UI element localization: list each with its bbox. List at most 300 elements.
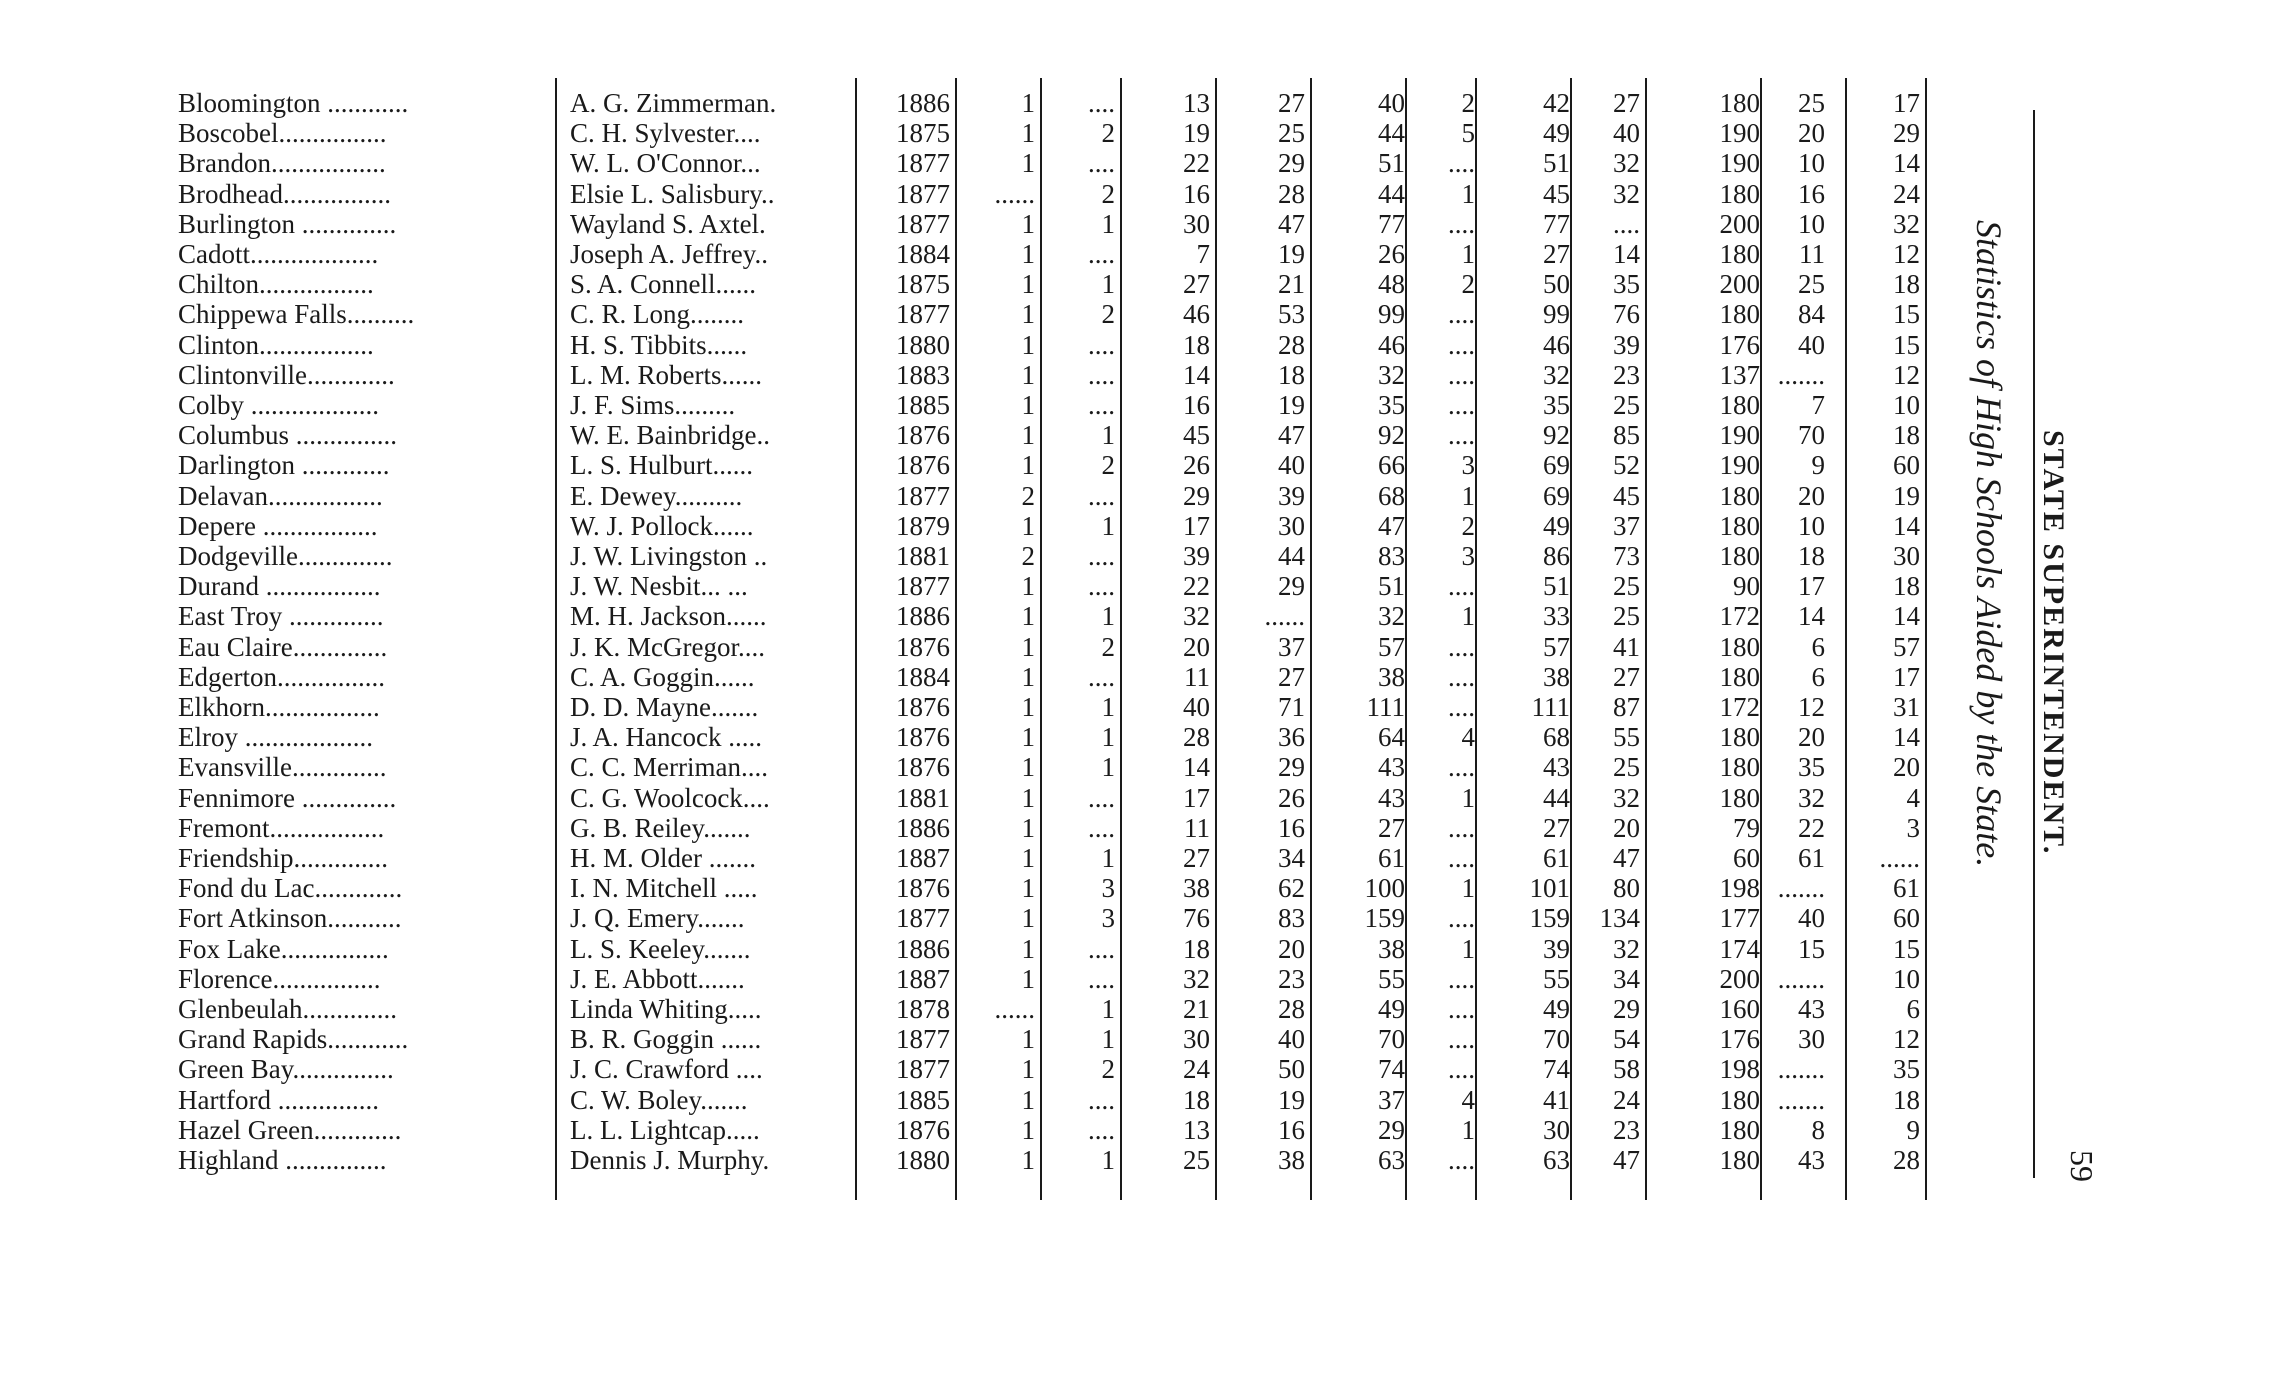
value-cell: 61 (1543, 843, 1570, 873)
value-cell: 1876 (896, 420, 950, 451)
value-cell: 180 (1719, 722, 1760, 753)
value-cell: 1881 (896, 782, 950, 813)
value-cell: 48 (1378, 269, 1405, 300)
principal-name: C. A. Goggin...... (570, 661, 755, 692)
value-cell: 1886 (896, 601, 950, 632)
value-cell: 3 (1461, 450, 1475, 481)
table-title: Statistics of High Schools Aided by the State. (1969, 220, 2009, 868)
value-cell: 1 (1461, 1114, 1475, 1145)
value-cell: 100 (1364, 873, 1405, 904)
value-cell: .... (1448, 994, 1475, 1024)
value-cell: 190 (1719, 148, 1760, 179)
value-cell: 92 (1543, 420, 1570, 451)
table-row (0, 118, 2291, 148)
value-cell: 180 (1719, 661, 1760, 692)
value-cell: 30 (1183, 1024, 1210, 1055)
town-name: Fremont................. (178, 812, 385, 843)
value-cell: 12 (1893, 1024, 1920, 1055)
value-cell: 35 (1798, 752, 1825, 783)
value-cell: 17 (1183, 510, 1210, 541)
value-cell: 13 (1183, 1114, 1210, 1145)
column-rule (555, 78, 557, 1200)
principal-name: J. C. Crawford .... (570, 1054, 763, 1085)
value-cell: 10 (1798, 148, 1825, 179)
column-rule (1925, 78, 1927, 1200)
value-cell: 49 (1378, 994, 1405, 1024)
column-rule (1570, 78, 1572, 1200)
value-cell: 1 (1021, 239, 1035, 269)
value-cell: 23 (1613, 359, 1640, 390)
table-row (0, 239, 2291, 269)
value-cell: 1 (1461, 933, 1475, 964)
value-cell: 7 (1811, 390, 1825, 420)
value-cell: 2 (1021, 480, 1035, 511)
principal-name: I. N. Mitchell ..... (570, 873, 758, 904)
value-cell: 1 (1101, 510, 1115, 541)
value-cell: 1 (1021, 782, 1035, 813)
title-rule (2033, 110, 2035, 1178)
value-cell: 1 (1021, 1024, 1035, 1055)
value-cell: 6 (1811, 661, 1825, 692)
table-row (0, 601, 2291, 631)
value-cell: 1 (1101, 994, 1115, 1024)
value-cell: 79 (1733, 812, 1760, 843)
principal-name: C. G. Woolcock.... (570, 782, 770, 813)
value-cell: 1 (1021, 390, 1035, 420)
value-cell: 1 (1021, 148, 1035, 179)
value-cell: .... (1088, 239, 1115, 269)
value-cell: 99 (1378, 299, 1405, 330)
value-cell: 26 (1183, 450, 1210, 481)
value-cell: 70 (1543, 1024, 1570, 1055)
value-cell: 180 (1719, 752, 1760, 783)
value-cell: .... (1088, 782, 1115, 813)
value-cell: 1 (1021, 1145, 1035, 1175)
value-cell: 28 (1278, 994, 1305, 1024)
principal-name: J. A. Hancock ..... (570, 722, 762, 753)
value-cell: 32 (1183, 601, 1210, 632)
value-cell: 43 (1798, 1145, 1825, 1175)
column-rule (855, 78, 857, 1200)
value-cell: 26 (1378, 239, 1405, 269)
town-name: Eau Claire.............. (178, 631, 388, 662)
value-cell: 27 (1543, 812, 1570, 843)
value-cell: 46 (1543, 329, 1570, 360)
value-cell: 20 (1893, 752, 1920, 783)
value-cell: 2 (1101, 178, 1115, 209)
value-cell: 27 (1278, 88, 1305, 118)
value-cell: 15 (1893, 329, 1920, 360)
town-name: East Troy .............. (178, 601, 384, 632)
value-cell: 68 (1543, 722, 1570, 753)
value-cell: 43 (1378, 752, 1405, 783)
value-cell: 1 (1461, 782, 1475, 813)
value-cell: 180 (1719, 782, 1760, 813)
value-cell: 2 (1021, 541, 1035, 571)
value-cell: 1 (1021, 692, 1035, 722)
principal-name: J. E. Abbott....... (570, 963, 745, 994)
value-cell: 180 (1719, 631, 1760, 662)
value-cell: 14 (1613, 239, 1640, 269)
value-cell: 69 (1543, 480, 1570, 511)
town-name: Hartford ............... (178, 1084, 379, 1115)
value-cell: 1 (1021, 269, 1035, 300)
value-cell: .... (1448, 812, 1475, 843)
table-row (0, 269, 2291, 299)
value-cell: .... (1088, 148, 1115, 179)
value-cell: 1 (1461, 601, 1475, 632)
town-name: Clinton................. (178, 329, 374, 360)
value-cell: 29 (1278, 752, 1305, 783)
table-row (0, 179, 2291, 209)
value-cell: 19 (1278, 390, 1305, 420)
value-cell: 1886 (896, 812, 950, 843)
value-cell: 27 (1278, 661, 1305, 692)
value-cell: 84 (1798, 299, 1825, 330)
value-cell: 16 (1278, 1114, 1305, 1145)
value-cell: 1887 (896, 843, 950, 873)
value-cell: 16 (1278, 812, 1305, 843)
value-cell: 1 (1021, 88, 1035, 118)
value-cell: 33 (1543, 601, 1570, 632)
town-name: Brandon................. (178, 148, 386, 179)
value-cell: 29 (1278, 571, 1305, 602)
value-cell: 32 (1613, 782, 1640, 813)
value-cell: 200 (1719, 269, 1760, 300)
value-cell: 44 (1378, 178, 1405, 209)
value-cell: 1 (1021, 450, 1035, 481)
value-cell: 22 (1183, 571, 1210, 602)
value-cell: 180 (1719, 88, 1760, 118)
value-cell: 172 (1719, 692, 1760, 722)
value-cell: 14 (1183, 752, 1210, 783)
value-cell: 159 (1364, 903, 1405, 934)
value-cell: .... (1448, 903, 1475, 934)
value-cell: 50 (1278, 1054, 1305, 1085)
value-cell: .... (1448, 631, 1475, 662)
value-cell: 180 (1719, 1084, 1760, 1115)
value-cell: 41 (1543, 1084, 1570, 1115)
table-row (0, 481, 2291, 511)
value-cell: 51 (1378, 571, 1405, 602)
town-name: Edgerton................ (178, 661, 385, 692)
value-cell: 13 (1183, 88, 1210, 118)
value-cell: 32 (1613, 178, 1640, 209)
value-cell: 4 (1461, 722, 1475, 753)
value-cell: 43 (1378, 782, 1405, 813)
value-cell: 38 (1378, 661, 1405, 692)
value-cell: 66 (1378, 450, 1405, 481)
value-cell: 180 (1719, 1145, 1760, 1175)
value-cell: 38 (1543, 661, 1570, 692)
value-cell: 55 (1378, 963, 1405, 994)
value-cell: 26 (1278, 782, 1305, 813)
value-cell: 1 (1021, 208, 1035, 239)
value-cell: 1883 (896, 359, 950, 390)
value-cell: 16 (1798, 178, 1825, 209)
value-cell: 24 (1893, 178, 1920, 209)
value-cell: 43 (1798, 994, 1825, 1024)
value-cell: 46 (1378, 329, 1405, 360)
value-cell: 1 (1021, 722, 1035, 753)
value-cell: 25 (1798, 269, 1825, 300)
town-name: Darlington ............. (178, 450, 390, 481)
value-cell: ...... (1879, 843, 1920, 873)
value-cell: 200 (1719, 208, 1760, 239)
table-row (0, 390, 2291, 420)
value-cell: 45 (1543, 178, 1570, 209)
value-cell: 1 (1021, 631, 1035, 662)
value-cell: 1876 (896, 692, 950, 722)
value-cell: 29 (1378, 1114, 1405, 1145)
principal-name: Wayland S. Axtel. (570, 208, 766, 239)
value-cell: 83 (1378, 541, 1405, 571)
value-cell: .... (1448, 752, 1475, 783)
town-name: Highland ............... (178, 1145, 387, 1175)
value-cell: 1876 (896, 722, 950, 753)
value-cell: 2 (1101, 1054, 1115, 1085)
town-name: Durand ................. (178, 571, 381, 602)
value-cell: 11 (1184, 661, 1210, 692)
value-cell: 55 (1543, 963, 1570, 994)
value-cell: 40 (1183, 692, 1210, 722)
town-name: Hazel Green............. (178, 1114, 402, 1145)
value-cell: 18 (1183, 933, 1210, 964)
value-cell: 180 (1719, 390, 1760, 420)
value-cell: 17 (1893, 661, 1920, 692)
value-cell: 198 (1719, 1054, 1760, 1085)
value-cell: 29 (1893, 118, 1920, 149)
value-cell: 30 (1543, 1114, 1570, 1145)
value-cell: 30 (1893, 541, 1920, 571)
value-cell: .... (1088, 88, 1115, 118)
value-cell: .... (1088, 812, 1115, 843)
value-cell: 76 (1613, 299, 1640, 330)
principal-name: A. G. Zimmerman. (570, 88, 777, 118)
value-cell: 37 (1378, 1084, 1405, 1115)
value-cell: 31 (1893, 692, 1920, 722)
value-cell: 32 (1613, 148, 1640, 179)
value-cell: 1 (1021, 1084, 1035, 1115)
value-cell: 14 (1893, 510, 1920, 541)
value-cell: 1 (1021, 601, 1035, 632)
value-cell: 18 (1183, 1084, 1210, 1115)
value-cell: 11 (1184, 812, 1210, 843)
value-cell: ....... (1777, 873, 1825, 904)
value-cell: 18 (1893, 571, 1920, 602)
value-cell: .... (1088, 480, 1115, 511)
value-cell: 60 (1893, 450, 1920, 481)
value-cell: .... (1448, 208, 1475, 239)
value-cell: 5 (1461, 118, 1475, 149)
value-cell: 74 (1378, 1054, 1405, 1085)
value-cell: 14 (1893, 722, 1920, 753)
value-cell: 190 (1719, 118, 1760, 149)
value-cell: 70 (1798, 420, 1825, 451)
value-cell: 42 (1543, 88, 1570, 118)
value-cell: .... (1448, 299, 1475, 330)
value-cell: 1 (1101, 601, 1115, 632)
value-cell: 49 (1543, 118, 1570, 149)
value-cell: 4 (1906, 782, 1920, 813)
value-cell: 47 (1278, 208, 1305, 239)
value-cell: 12 (1893, 239, 1920, 269)
value-cell: 137 (1719, 359, 1760, 390)
value-cell: 1876 (896, 1114, 950, 1145)
value-cell: 1 (1461, 239, 1475, 269)
value-cell: .... (1448, 420, 1475, 451)
value-cell: 24 (1183, 1054, 1210, 1085)
value-cell: 20 (1278, 933, 1305, 964)
value-cell: 1 (1021, 843, 1035, 873)
town-name: Elroy ................... (178, 722, 373, 753)
value-cell: .... (1448, 1024, 1475, 1055)
principal-name: E. Dewey.......... (570, 480, 743, 511)
value-cell: 111 (1366, 692, 1405, 722)
value-cell: 50 (1543, 269, 1570, 300)
value-cell: 47 (1278, 420, 1305, 451)
value-cell: 12 (1798, 692, 1825, 722)
principal-name: J. W. Nesbit... ... (570, 571, 748, 602)
principal-name: B. R. Goggin ...... (570, 1024, 762, 1055)
town-name: Delavan................. (178, 480, 383, 511)
principal-name: Linda Whiting..... (570, 994, 762, 1024)
value-cell: 63 (1543, 1145, 1570, 1175)
value-cell: ...... (994, 178, 1035, 209)
value-cell: 18 (1893, 269, 1920, 300)
value-cell: .... (1088, 390, 1115, 420)
value-cell: 1886 (896, 933, 950, 964)
principal-name: Elsie L. Salisbury.. (570, 178, 775, 209)
value-cell: 45 (1613, 480, 1640, 511)
value-cell: 180 (1719, 299, 1760, 330)
town-name: Grand Rapids............ (178, 1024, 409, 1055)
principal-name: M. H. Jackson...... (570, 601, 767, 632)
value-cell: ....... (1777, 1084, 1825, 1115)
value-cell: 1 (1101, 692, 1115, 722)
value-cell: 16 (1183, 390, 1210, 420)
value-cell: 2 (1101, 631, 1115, 662)
column-rule (1040, 78, 1042, 1200)
value-cell: .... (1088, 1114, 1115, 1145)
table-row (0, 632, 2291, 662)
town-name: Glenbeulah.............. (178, 994, 397, 1024)
value-cell: 32 (1183, 963, 1210, 994)
table-row (0, 511, 2291, 541)
principal-name: S. A. Connell...... (570, 269, 757, 300)
value-cell: 1877 (896, 1054, 950, 1085)
value-cell: 29 (1183, 480, 1210, 511)
principal-name: J. K. McGregor.... (570, 631, 765, 662)
value-cell: 41 (1613, 631, 1640, 662)
value-cell: 1 (1021, 661, 1035, 692)
value-cell: 29 (1278, 148, 1305, 179)
value-cell: 1880 (896, 329, 950, 360)
principal-name: J. F. Sims......... (570, 390, 736, 420)
value-cell: 30 (1798, 1024, 1825, 1055)
value-cell: 25 (1798, 88, 1825, 118)
town-name: Boscobel................ (178, 118, 387, 149)
value-cell: 44 (1378, 118, 1405, 149)
town-name: Friendship.............. (178, 843, 389, 873)
value-cell: 1 (1021, 1114, 1035, 1145)
value-cell: 32 (1893, 208, 1920, 239)
town-name: Fennimore .............. (178, 782, 397, 813)
value-cell: 40 (1278, 1024, 1305, 1055)
value-cell: 28 (1278, 178, 1305, 209)
value-cell: 28 (1278, 329, 1305, 360)
value-cell: 1876 (896, 631, 950, 662)
value-cell: 39 (1183, 541, 1210, 571)
value-cell: 6 (1811, 631, 1825, 662)
column-rule (1475, 78, 1477, 1200)
value-cell: .... (1448, 148, 1475, 179)
value-cell: 38 (1278, 1145, 1305, 1175)
value-cell: 19 (1183, 118, 1210, 149)
value-cell: 22 (1798, 812, 1825, 843)
value-cell: 2 (1101, 118, 1115, 149)
value-cell: 22 (1183, 148, 1210, 179)
principal-name: L. M. Roberts...... (570, 359, 762, 390)
value-cell: .... (1448, 692, 1475, 722)
value-cell: 37 (1613, 510, 1640, 541)
value-cell: 176 (1719, 329, 1760, 360)
value-cell: 101 (1529, 873, 1570, 904)
value-cell: 57 (1543, 631, 1570, 662)
value-cell: 1884 (896, 239, 950, 269)
principal-name: C. H. Sylvester.... (570, 118, 761, 149)
town-name: Cadott................... (178, 239, 379, 269)
value-cell: 1885 (896, 390, 950, 420)
value-cell: 1875 (896, 118, 950, 149)
running-head: STATE SUPERINTENDENT. (2037, 430, 2070, 856)
table-row (0, 1115, 2291, 1145)
value-cell: 1 (1021, 812, 1035, 843)
table-row (0, 752, 2291, 782)
value-cell: 44 (1278, 541, 1305, 571)
value-cell: 159 (1529, 903, 1570, 934)
value-cell: 27 (1183, 843, 1210, 873)
principal-name: C. R. Long........ (570, 299, 745, 330)
town-name: Elkhorn................. (178, 692, 380, 722)
value-cell: 1886 (896, 88, 950, 118)
table-row (0, 873, 2291, 903)
value-cell: 1 (1101, 1145, 1115, 1175)
table-row (0, 813, 2291, 843)
value-cell: 1884 (896, 661, 950, 692)
principal-name: D. D. Mayne....... (570, 692, 759, 722)
value-cell: 20 (1798, 722, 1825, 753)
value-cell: 24 (1613, 1084, 1640, 1115)
value-cell: 51 (1378, 148, 1405, 179)
value-cell: 1885 (896, 1084, 950, 1115)
value-cell: 18 (1893, 420, 1920, 451)
value-cell: 6 (1906, 994, 1920, 1024)
value-cell: 77 (1378, 208, 1405, 239)
value-cell: 1876 (896, 873, 950, 904)
value-cell: .... (1448, 390, 1475, 420)
table-row (0, 360, 2291, 390)
value-cell: 1875 (896, 269, 950, 300)
value-cell: 176 (1719, 1024, 1760, 1055)
value-cell: 57 (1378, 631, 1405, 662)
value-cell: 1 (1021, 359, 1035, 390)
value-cell: 32 (1798, 782, 1825, 813)
value-cell: 1880 (896, 1145, 950, 1175)
principal-name: J. Q. Emery....... (570, 903, 745, 934)
principal-name: W. E. Bainbridge.. (570, 420, 770, 451)
town-name: Chippewa Falls.......... (178, 299, 415, 330)
